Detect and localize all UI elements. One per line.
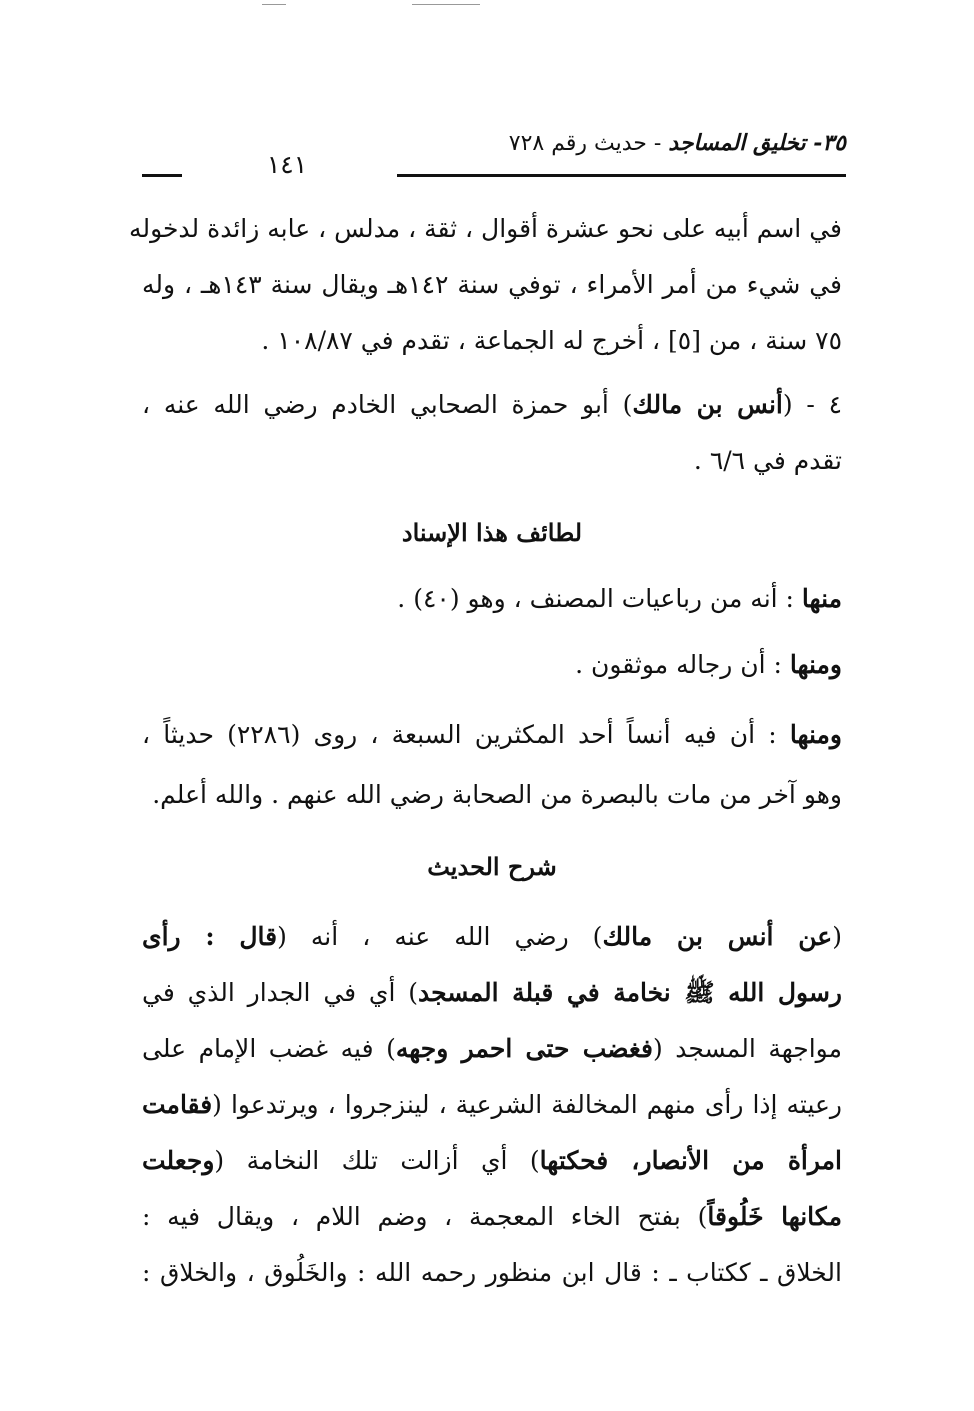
text-line: وهو آخر من مات بالبصرة من الصحابة رضي الله عنهم . والله أعلم. (152, 780, 842, 809)
list-item (142, 636, 842, 694)
text-span: ) رضي الله عنه ، أنه ( (277, 922, 603, 951)
text-span: ) بفتح الخاء المعجمة ، وضم اللام ، ويقال فيه : (142, 1202, 708, 1231)
text-line (142, 964, 842, 1022)
hadith-text: وجعلت (142, 1146, 215, 1175)
item-text: : أن فيه أنساً أحد المكثرين السبعة ، روى (٢٢٨٦) حديثاً ، (142, 720, 790, 749)
item-label: منها (801, 584, 842, 613)
hadith-reference: حديث رقم ٧٢٨ (508, 131, 647, 156)
running-title (509, 130, 846, 156)
biography-block (129, 200, 842, 490)
scan-artifact (262, 4, 286, 5)
text-line (142, 908, 842, 966)
book-title: ٣٥- تخليق المساجد (668, 130, 846, 156)
hadith-text: مكانها خَلُوقاً (707, 1202, 842, 1231)
text-span: ( (832, 922, 842, 951)
hadith-text: فقامت (142, 1090, 213, 1119)
hadith-text: عن أنس بن مالك (602, 922, 833, 951)
text-span: ) أي في الجدار الذي في (142, 978, 418, 1007)
narrator-description: ) أبو حمزة الصحابي الخادم رضي الله عنه ، (142, 390, 633, 419)
narrator-number: ٤ - ( (782, 390, 842, 419)
item-label: ومنها (789, 720, 842, 749)
section-heading: شرح الحديث (427, 852, 557, 881)
narrator-name: أنس بن مالك (632, 390, 783, 419)
text-line: في اسم أبيه على نحو عشرة أقوال ، ثقة ، مدلس ، عابه زائدة لدخوله (129, 214, 842, 243)
text-line: ٧٥ سنة ، من [٥] ، أخرج له الجماعة ، تقدم في ١٠٨/٨٧ . (261, 326, 842, 355)
running-header (142, 126, 846, 182)
hadith-text: قال : رأى (142, 922, 278, 951)
page-number: ١٤١ (266, 150, 308, 179)
narrator-entry (142, 376, 842, 434)
section-heading: لطائف هذا الإسناد (401, 518, 583, 547)
hadith-text: امرأة من الأنصار، فحكتها (539, 1146, 842, 1175)
text-line: تقدم في ٦/٦ . (693, 446, 842, 475)
text-line (142, 1132, 842, 1190)
text-line: في شيء من أمر الأمراء ، توفي سنة ١٤٢هـ ويقال سنة ١٤٣هـ ، وله (142, 270, 842, 299)
lataif-block (142, 570, 842, 830)
text-line (142, 1020, 842, 1078)
title-separator: - (646, 131, 669, 156)
list-item (142, 706, 842, 764)
scan-artifact (412, 4, 480, 5)
text-line: الخلاق ـ ككتاب ـ : قال ابن منظور رحمه الله : والخَلُوق ، والخلاق : (142, 1258, 842, 1287)
commentary-block (142, 908, 842, 1308)
item-label: ومنها (789, 650, 842, 679)
list-item (142, 570, 842, 628)
header-rule (397, 174, 846, 177)
text-span: رعيته إذا رأى منهم المخالفة الشرعية ، لينزجروا ، ويرتدعوا ( (212, 1090, 842, 1119)
text-span: مواجهة المسجد ( (652, 1034, 842, 1063)
header-rule-left (142, 174, 182, 177)
hadith-text: رسول الله ﷺ نخامة في قبلة المسجد (418, 978, 842, 1007)
text-span: ) أي أزالت تلك النخامة ( (214, 1146, 540, 1175)
hadith-text: فغضب حتى احمر وجهه (395, 1034, 653, 1063)
item-text: : أنه من رباعيات المصنف ، وهو (٤٠) . (397, 584, 802, 613)
text-span: ) فيه غضب الإمام على (142, 1034, 396, 1063)
item-text: : أن رجاله موثقون . (575, 650, 790, 679)
text-line (142, 1076, 842, 1134)
text-line (142, 1188, 842, 1246)
